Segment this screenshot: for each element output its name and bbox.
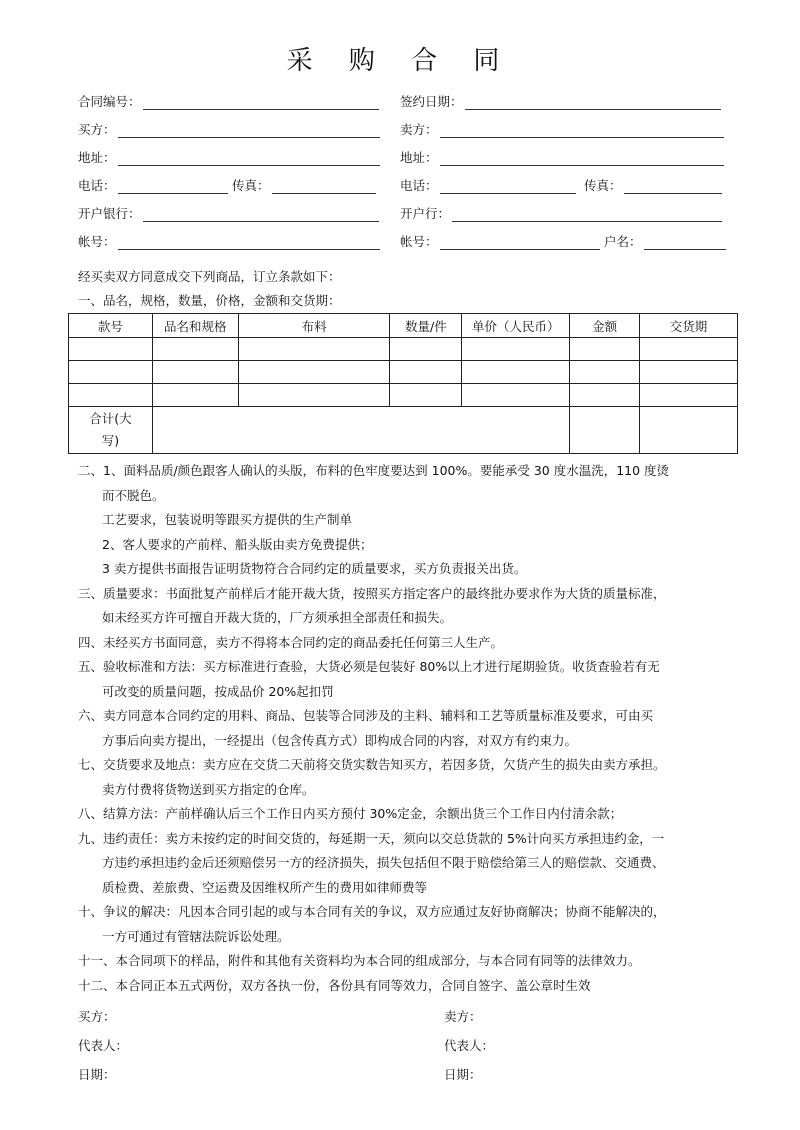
table-cell[interactable]	[640, 338, 738, 361]
clause-12: 十二、本合同正本五式两份，双方各执一份，各份具有同等效力，合同自签字、盖公章时生效	[78, 977, 591, 993]
account-right-field[interactable]	[400, 232, 600, 250]
table-row	[69, 384, 738, 407]
clause-6-line-2: 方事后向卖方提出，一经提出（包含传真方式）即构成合同的内容，对双方有约束力。	[102, 732, 578, 748]
clause-2-line-2: 而不脱色。	[102, 487, 165, 503]
goods-table	[68, 313, 738, 454]
fax-right-label: 传真：	[584, 178, 622, 193]
clause-3-line-2: 如未经买方许可擅自开裁大货的，厂方须承担全部责任和损失。	[102, 610, 453, 625]
sign-rep-left-label: 代表人：	[78, 1038, 129, 1053]
clause-2-line-4: 2、客人要求的产前样、船头版由卖方免费提供；	[102, 536, 373, 552]
table-cell[interactable]	[238, 361, 390, 384]
contract-no-label: 合同编号：	[78, 94, 141, 109]
section1-heading: 一、品名，规格，数量，价格，金额和交货期：	[78, 293, 341, 308]
seller-label: 卖方：	[400, 122, 438, 137]
clause-7-line-1: 七、交货要求及地点：卖方应在交货二天前将交货实数告知买方，若因多货，欠货产生的损失由卖方承担。	[78, 757, 666, 772]
table-cell[interactable]	[238, 338, 390, 361]
address-left-line[interactable]	[118, 151, 380, 166]
contract-no-line[interactable]	[143, 95, 379, 110]
header-unit-price: 单价（人民币）	[462, 314, 570, 338]
table-cell[interactable]	[570, 361, 640, 384]
table-cell[interactable]	[462, 384, 570, 407]
buyer-label: 买方：	[78, 122, 116, 137]
total-amount-cell[interactable]	[570, 407, 640, 454]
total-delivery-cell[interactable]	[640, 407, 738, 454]
table-cell[interactable]	[640, 361, 738, 384]
account-left-line[interactable]	[118, 235, 380, 250]
bank-left-field[interactable]	[78, 204, 379, 222]
header-style-no: 款号	[69, 314, 153, 338]
page-title: 采 购 合 同	[286, 46, 514, 76]
table-cell[interactable]	[152, 361, 238, 384]
account-right-label: 帐号：	[400, 234, 438, 249]
phone-right-field[interactable]	[400, 176, 576, 194]
clause-2-line-1: 二、1、面料品质/颜色跟客人确认的头版，布料的色牢度要达到 100%。要能承受 30 度水温洗，110 度烫	[78, 463, 670, 478]
account-left-label: 帐号：	[78, 234, 116, 249]
clause-5-line-1: 五、验收标准和方法：买方标准进行查验，大货必须是包装好 80%以上才进行尾期验货。收货查验若有无	[78, 659, 660, 674]
phone-left-label: 电话：	[78, 178, 116, 193]
table-cell[interactable]	[152, 338, 238, 361]
sign-date-line[interactable]	[465, 95, 721, 110]
table-cell[interactable]	[390, 384, 462, 407]
address-left-label: 地址：	[78, 150, 116, 165]
contract-no-field[interactable]	[78, 92, 379, 110]
phone-right-label: 电话：	[400, 178, 438, 193]
sign-date-right-label: 日期：	[444, 1067, 482, 1082]
account-left-field[interactable]	[78, 232, 380, 250]
table-cell[interactable]	[152, 384, 238, 407]
seller-line[interactable]	[440, 123, 724, 138]
total-label-cell	[69, 407, 153, 454]
clause-7-line-2: 卖方付费将货物送到买方指定的仓库。	[102, 781, 315, 797]
clause-10-line-1: 十、争议的解决：凡因本合同引起的或与本合同有关的争议，双方应通过友好协商解决；协商不能解决的，	[78, 904, 666, 919]
buyer-field[interactable]	[78, 120, 380, 138]
table-cell[interactable]	[69, 361, 153, 384]
clause-9-line-2: 方违约承担违约金后还须赔偿另一方的经济损失，损失包括但不限于赔偿给第三人的赔偿款、交通费、	[102, 855, 665, 870]
account-name-label: 户名：	[604, 234, 642, 249]
table-cell[interactable]	[640, 384, 738, 407]
account-name-field[interactable]	[604, 232, 726, 250]
table-header-row	[69, 314, 738, 338]
bank-right-label: 开户行：	[400, 206, 451, 221]
table-total-row	[69, 407, 738, 454]
sign-date-label: 签约日期：	[400, 94, 463, 109]
bank-right-field[interactable]	[400, 204, 722, 222]
header-amount: 金额	[570, 314, 640, 338]
bank-left-label: 开户银行：	[78, 206, 141, 221]
phone-left-field[interactable]	[78, 176, 228, 194]
table-cell[interactable]	[390, 361, 462, 384]
intro-text: 经买卖双方同意成交下列商品，订立条款如下：	[78, 269, 341, 284]
clause-3-line-1: 三、质量要求：书面批复产前样后才能开裁大货，按照买方指定客户的最终批办要求作为大货的质量标准，	[78, 585, 666, 601]
table-row	[69, 338, 738, 361]
fax-right-field[interactable]	[584, 176, 722, 194]
fax-left-label: 传真：	[232, 178, 270, 193]
phone-left-line[interactable]	[118, 179, 228, 194]
total-label-line1: 合计(大	[89, 411, 132, 426]
address-right-line[interactable]	[440, 151, 724, 166]
address-right-field[interactable]	[400, 148, 724, 166]
header-delivery: 交货期	[640, 314, 738, 338]
table-cell[interactable]	[390, 338, 462, 361]
clause-2-line-3: 工艺要求，包装说明等跟买方提供的生产制单	[102, 512, 353, 527]
clause-10-line-2: 一方可通过有管辖法院诉讼处理。	[102, 928, 290, 944]
clauses-block	[78, 459, 738, 998]
clause-6-line-1: 六、卖方同意本合同约定的用料、商品、包装等合同涉及的主料、辅料和工艺等质量标准及要求，可由买	[78, 708, 654, 723]
table-cell[interactable]	[69, 338, 153, 361]
account-name-line[interactable]	[644, 235, 726, 250]
fax-right-line[interactable]	[624, 179, 722, 194]
table-row	[69, 361, 738, 384]
total-words-cell[interactable]	[152, 407, 569, 454]
clause-9-line-3: 质检费、差旅费、空运费及因维权所产生的费用如律师费等	[102, 879, 428, 895]
header-name-spec: 品名和规格	[152, 314, 238, 338]
sign-buyer-label: 买方：	[78, 1009, 116, 1024]
table-cell[interactable]	[69, 384, 153, 407]
clause-11: 十一、本合同项下的样品，附件和其他有关资料均为本合同的组成部分，与本合同有同等的法律效力。	[78, 953, 641, 968]
sign-date-field[interactable]	[400, 92, 721, 110]
clause-4: 四、未经买方书面同意，卖方不得将本合同约定的商品委托任何第三人生产。	[78, 634, 504, 650]
table-cell[interactable]	[570, 384, 640, 407]
clause-9-line-1: 九、违约责任：卖方未按约定的时间交货的，每延期一天，须向以交总货款的 5%计向买方承担违约金，一	[78, 830, 665, 846]
address-right-label: 地址：	[400, 150, 438, 165]
fax-left-field[interactable]	[232, 176, 376, 194]
fax-left-line[interactable]	[272, 179, 376, 194]
phone-right-line[interactable]	[440, 179, 576, 194]
table-cell[interactable]	[570, 338, 640, 361]
account-right-line[interactable]	[440, 235, 600, 250]
sign-date-left-label: 日期：	[78, 1067, 116, 1082]
sign-rep-right-label: 代表人：	[444, 1038, 495, 1053]
clause-2-line-5: 3 卖方提供书面报告证明货物符合合同约定的质量要求，买方负责报关出货。	[102, 561, 527, 576]
bank-right-line[interactable]	[452, 207, 722, 222]
header-quantity: 数量/件	[390, 314, 462, 338]
total-label-line2: 写)	[101, 433, 120, 448]
header-fabric: 布料	[238, 314, 390, 338]
table-cell[interactable]	[462, 338, 570, 361]
clause-5-line-2: 可改变的质量问题，按成品价 20%起扣罚	[102, 683, 334, 699]
bank-left-line[interactable]	[143, 207, 379, 222]
table-cell[interactable]	[238, 384, 390, 407]
buyer-line[interactable]	[118, 123, 380, 138]
clause-8: 八、结算方法：产前样确认后三个工作日内买方预付 30%定金，余额出货三个工作日内付清余款；	[78, 806, 623, 821]
seller-field[interactable]	[400, 120, 724, 138]
address-left-field[interactable]	[78, 148, 380, 166]
table-cell[interactable]	[462, 361, 570, 384]
sign-seller-label: 卖方：	[444, 1009, 482, 1024]
